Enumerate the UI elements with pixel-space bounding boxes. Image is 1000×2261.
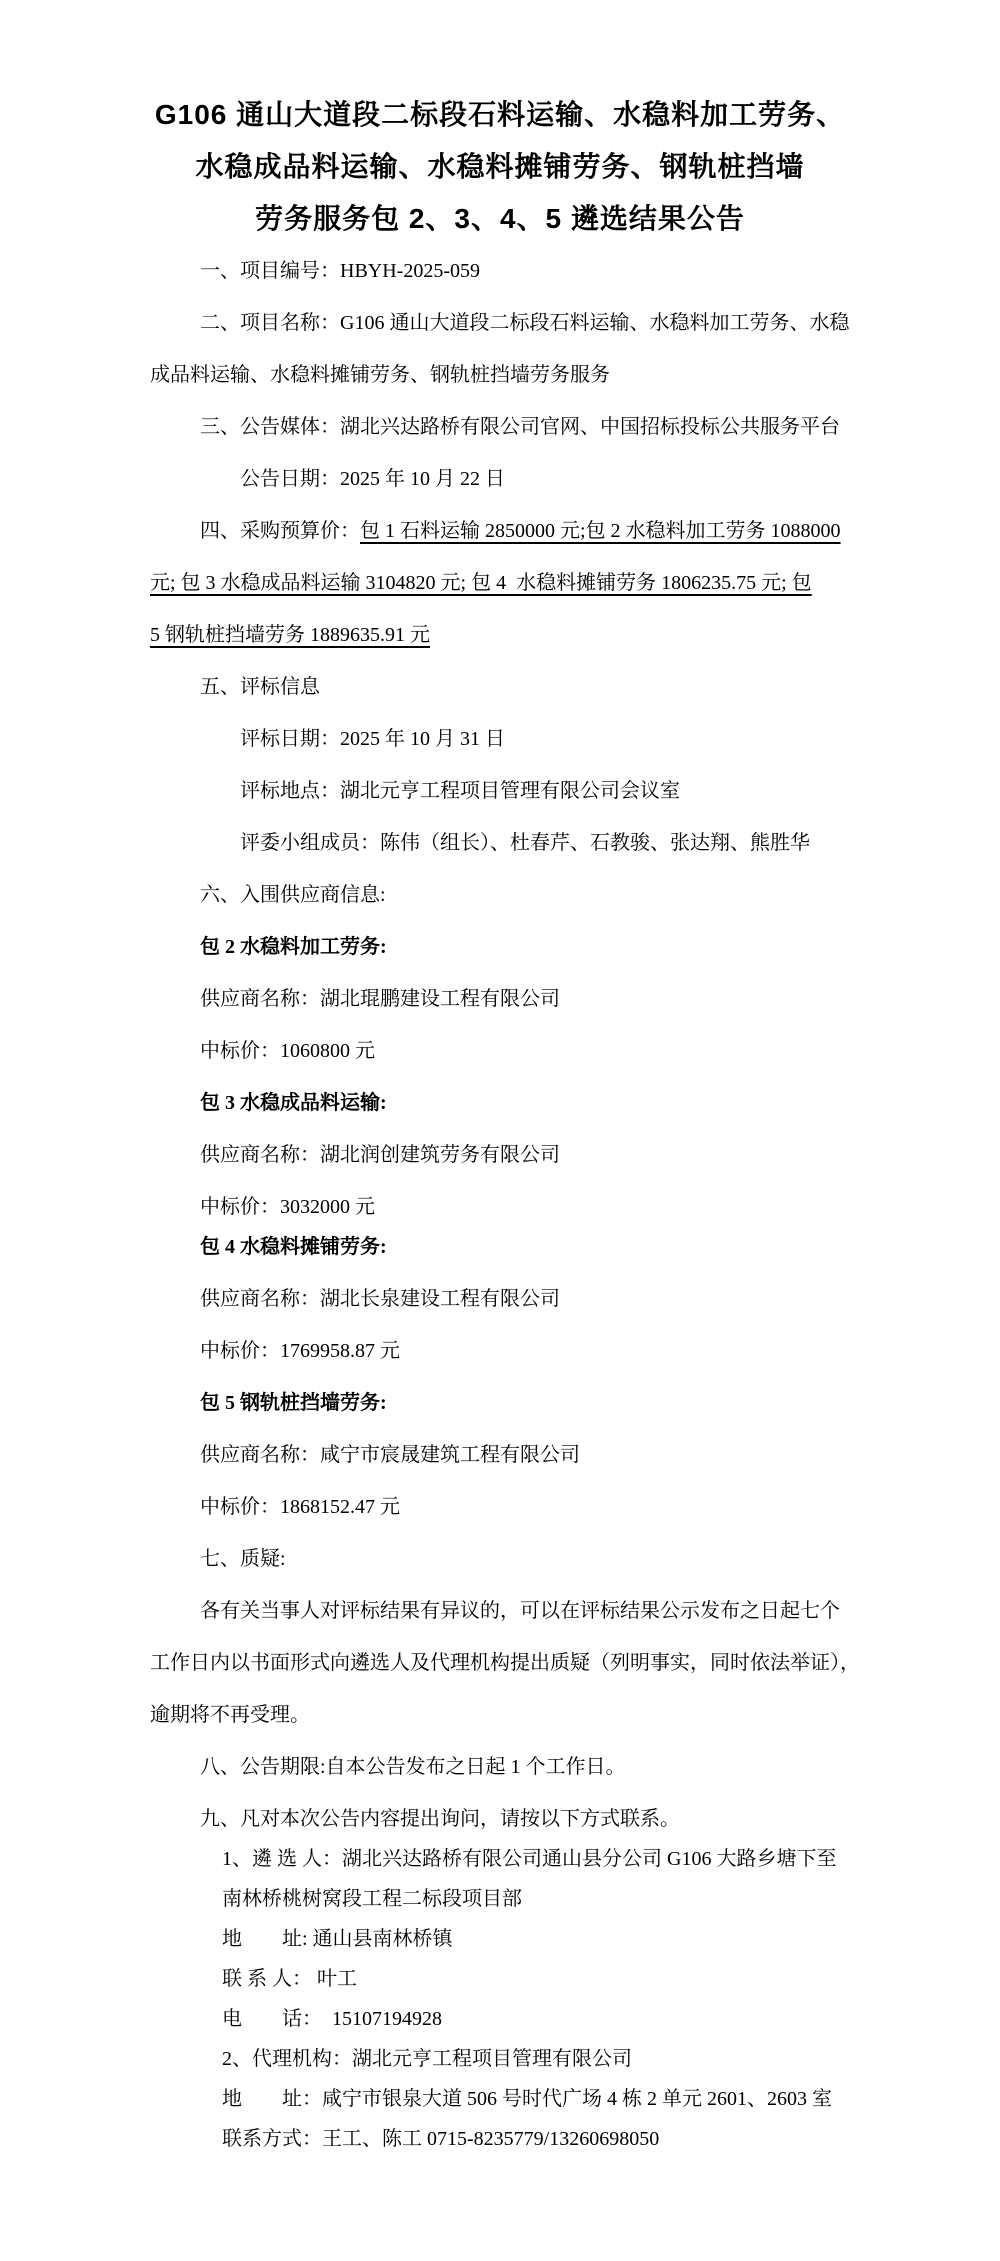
budget-line-2-value: 元; 包 3 水稳成品料运输 3104820 元; 包 4 水稳料摊铺劳务 1806235.75 元; 包 xyxy=(150,572,812,594)
package-4-name: 包 4 水稳料摊铺劳务: xyxy=(200,1236,387,1258)
project-name-line-1: 二、项目名称：G106 通山大道段二标段石料运输、水稳料加工劳务、水稳 xyxy=(200,312,850,334)
budget-line-2 xyxy=(150,557,850,609)
project-name-line-2: 成品料运输、水稳料摊铺劳务、钢轨桩挡墙劳务服务 xyxy=(150,364,610,386)
package-5-price: 中标价：1868152.47 元 xyxy=(200,1496,400,1518)
budget-label: 四、采购预算价： xyxy=(200,520,360,542)
announcement-period-line: 八、公告期限:自本公告发布之日起 1 个工作日。 xyxy=(200,1756,626,1778)
agency-address-line: 地 址：咸宁市银泉大道 506 号时代广场 4 栋 2 单元 2601、2603 室 xyxy=(222,2088,832,2110)
document-title-line-1: G106 通山大道段二标段石料运输、水稳料加工劳务、 xyxy=(154,99,846,130)
package-3-supplier: 供应商名称：湖北润创建筑劳务有限公司 xyxy=(200,1144,560,1166)
selector-line-1: 1、遴 选 人：湖北兴达路桥有限公司通山县分公司 G106 大路乡塘下至 xyxy=(222,1848,837,1870)
agency-line: 2、代理机构：湖北元亨工程项目管理有限公司 xyxy=(222,2048,632,2070)
contact-block xyxy=(150,1839,850,2159)
agency-contact-line: 联系方式：王工、陈工 0715-8235779/13260698050 xyxy=(222,2128,660,2150)
evaluation-date-line: 评标日期：2025 年 10 月 31 日 xyxy=(240,728,505,750)
package-2-price: 中标价：1060800 元 xyxy=(200,1040,375,1062)
package-3-name: 包 3 水稳成品料运输: xyxy=(200,1092,387,1114)
objection-body-line-1: 各有关当事人对评标结果有异议的，可以在评标结果公示发布之日起七个 xyxy=(200,1600,840,1622)
objection-body-line-2: 工作日内以书面形式向遴选人及代理机构提出质疑（列明事实，同时依法举证）， xyxy=(150,1652,860,1674)
package-3-price: 中标价：3032000 元 xyxy=(200,1196,375,1218)
evaluation-place-line: 评标地点：湖北元亨工程项目管理有限公司会议室 xyxy=(240,780,680,802)
objection-body-line-3: 逾期将不再受理。 xyxy=(150,1704,310,1726)
document-title-line-3: 劳务服务包 2、3、4、5 遴选结果公告 xyxy=(255,203,745,234)
contact-intro-line: 九、凡对本次公告内容提出询问，请按以下方式联系。 xyxy=(200,1808,680,1830)
selector-address-line: 地 址: 通山县南林桥镇 xyxy=(222,1928,453,1950)
package-2-supplier: 供应商名称：湖北琨鹏建设工程有限公司 xyxy=(200,988,560,1010)
winners-heading: 六、入围供应商信息: xyxy=(200,884,386,906)
evaluation-committee-line: 评委小组成员：陈伟（组长）、杜春芹、石教骏、张达翔、熊胜华 xyxy=(240,832,810,854)
package-5-supplier: 供应商名称：咸宁市宸晟建筑工程有限公司 xyxy=(200,1444,580,1466)
document-content xyxy=(150,0,860,2159)
package-5-name: 包 5 钢轨桩挡墙劳务: xyxy=(200,1392,387,1414)
selector-phone-line: 电 话： 15107194928 xyxy=(222,2008,442,2030)
selector-line-2: 南林桥桃树窝段工程二标段项目部 xyxy=(222,1888,522,1910)
project-number-line: 一、项目编号：HBYH-2025-059 xyxy=(200,260,480,282)
selector-person-line: 联 系 人： 叶工 xyxy=(222,1968,357,1990)
evaluation-heading: 五、评标信息 xyxy=(200,676,320,698)
budget-line-1-value: 包 1 石料运输 2850000 元;包 2 水稳料加工劳务 1088000 xyxy=(360,520,841,542)
package-4-price: 中标价：1769958.87 元 xyxy=(200,1340,400,1362)
objection-heading: 七、质疑: xyxy=(200,1548,286,1570)
document-title-line-2: 水稳成品料运输、水稳料摊铺劳务、钢轨桩挡墙 xyxy=(195,151,805,182)
package-4-supplier: 供应商名称：湖北长泉建设工程有限公司 xyxy=(200,1288,560,1310)
budget-line-3-value: 5 钢轨桩挡墙劳务 1889635.91 元 xyxy=(150,624,430,646)
budget-line-1 xyxy=(150,505,850,557)
budget-line-3 xyxy=(150,609,850,661)
package-2-name: 包 2 水稳料加工劳务: xyxy=(200,936,387,958)
announcement-media-line: 三、公告媒体：湖北兴达路桥有限公司官网、中国招标投标公共服务平台 xyxy=(200,416,840,438)
announcement-date-line: 公告日期：2025 年 10 月 22 日 xyxy=(240,468,505,490)
